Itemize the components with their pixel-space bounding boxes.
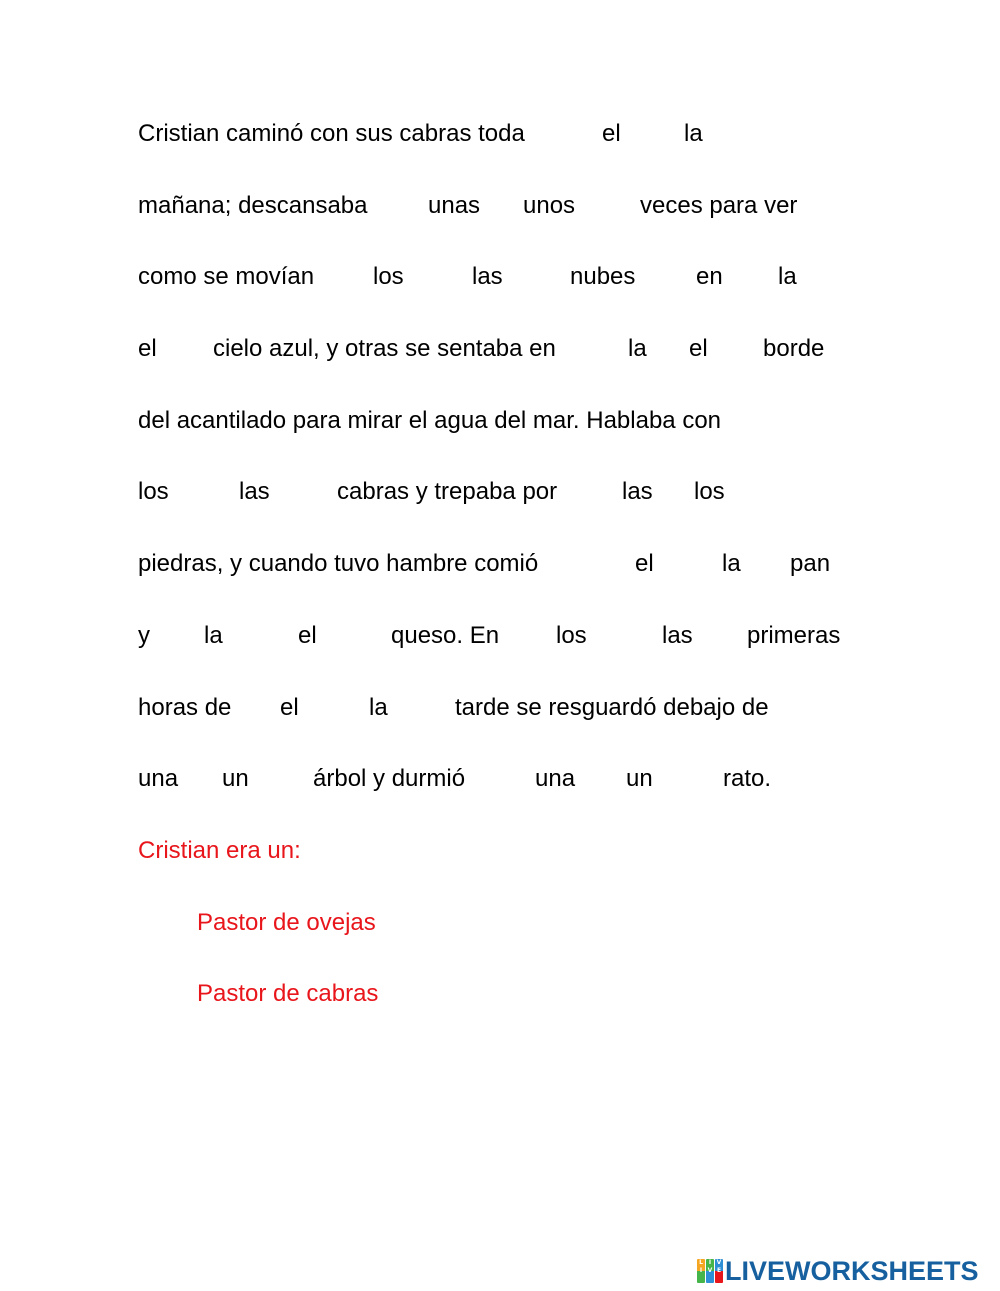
- logo-block-letter: I: [708, 1259, 712, 1266]
- word-option[interactable]: la: [204, 622, 223, 649]
- word-option[interactable]: el: [602, 120, 621, 147]
- answer-option-ovejas[interactable]: Pastor de ovejas: [197, 909, 376, 936]
- passage-text: rato.: [723, 765, 772, 792]
- question: [0, 831, 1000, 871]
- logo-block-letter: E: [716, 1267, 722, 1274]
- passage-text: mañana; descansaba: [138, 192, 368, 219]
- passage-text: del acantilado para mirar el agua del mar. Hablaba con: [138, 407, 722, 434]
- passage-text: como se movían: [138, 263, 315, 290]
- passage-line: [0, 759, 1000, 799]
- word-option[interactable]: en: [696, 263, 723, 290]
- passage-text: árbol y durmió: [313, 765, 466, 792]
- word-option[interactable]: las: [239, 478, 270, 505]
- word-option[interactable]: la: [369, 694, 388, 721]
- logo-block-letter: V: [707, 1267, 713, 1274]
- passage-text: queso. En: [391, 622, 500, 649]
- logo-blocks-icon: [697, 1259, 723, 1283]
- passage-text: cabras y trepaba por: [337, 478, 558, 505]
- passage-text: tarde se resguardó debajo de: [455, 694, 769, 721]
- answer-option-cabras[interactable]: Pastor de cabras: [197, 980, 379, 1007]
- passage-line: [0, 186, 1000, 226]
- logo-block: [706, 1259, 714, 1283]
- passage-text: borde: [763, 335, 825, 362]
- passage-line: [0, 544, 1000, 584]
- word-option[interactable]: un: [626, 765, 653, 792]
- passage-line: [0, 688, 1000, 728]
- passage-text: primeras: [747, 622, 841, 649]
- logo-block-letter: L: [699, 1259, 703, 1266]
- logo-block-letter: I: [699, 1267, 703, 1274]
- passage-text: cielo azul, y otras se sentaba en: [213, 335, 556, 362]
- question-prompt: Cristian era un:: [138, 837, 301, 864]
- word-option[interactable]: las: [662, 622, 693, 649]
- passage-line: [0, 114, 1000, 154]
- word-option[interactable]: los: [373, 263, 404, 290]
- word-option[interactable]: una: [138, 765, 179, 792]
- word-option[interactable]: el: [635, 550, 654, 577]
- word-option[interactable]: la: [778, 263, 797, 290]
- logo-block: [715, 1259, 723, 1283]
- word-option[interactable]: unas: [428, 192, 481, 219]
- word-option[interactable]: las: [622, 478, 653, 505]
- word-option[interactable]: la: [628, 335, 647, 362]
- word-option[interactable]: la: [722, 550, 741, 577]
- answer-row: [0, 974, 1000, 1014]
- word-option[interactable]: los: [694, 478, 725, 505]
- passage-line: [0, 616, 1000, 656]
- passage-line: [0, 401, 1000, 441]
- logo-block: [697, 1259, 705, 1283]
- passage-text: nubes: [570, 263, 636, 290]
- passage-line: [0, 329, 1000, 369]
- word-option[interactable]: la: [684, 120, 703, 147]
- word-option[interactable]: el: [298, 622, 317, 649]
- passage-text: horas de: [138, 694, 232, 721]
- logo-text: LIVEWORKSHEETS: [725, 1256, 979, 1286]
- passage-text: pan: [790, 550, 831, 577]
- passage-line: [0, 472, 1000, 512]
- word-option[interactable]: el: [689, 335, 708, 362]
- word-option[interactable]: los: [556, 622, 587, 649]
- logo-block-letter: V: [716, 1259, 722, 1266]
- passage-text: Cristian caminó con sus cabras toda: [138, 120, 525, 147]
- passage-line: [0, 257, 1000, 297]
- word-option[interactable]: los: [138, 478, 169, 505]
- word-option[interactable]: un: [222, 765, 249, 792]
- answer-row: [0, 903, 1000, 943]
- word-option[interactable]: unos: [523, 192, 576, 219]
- passage-text: y: [138, 622, 150, 649]
- word-option[interactable]: las: [472, 263, 503, 290]
- liveworksheets-logo: [697, 1256, 997, 1286]
- word-option[interactable]: el: [280, 694, 299, 721]
- passage-text: piedras, y cuando tuvo hambre comió: [138, 550, 539, 577]
- word-option[interactable]: el: [138, 335, 157, 362]
- passage-text: veces para ver: [640, 192, 798, 219]
- word-option[interactable]: una: [535, 765, 576, 792]
